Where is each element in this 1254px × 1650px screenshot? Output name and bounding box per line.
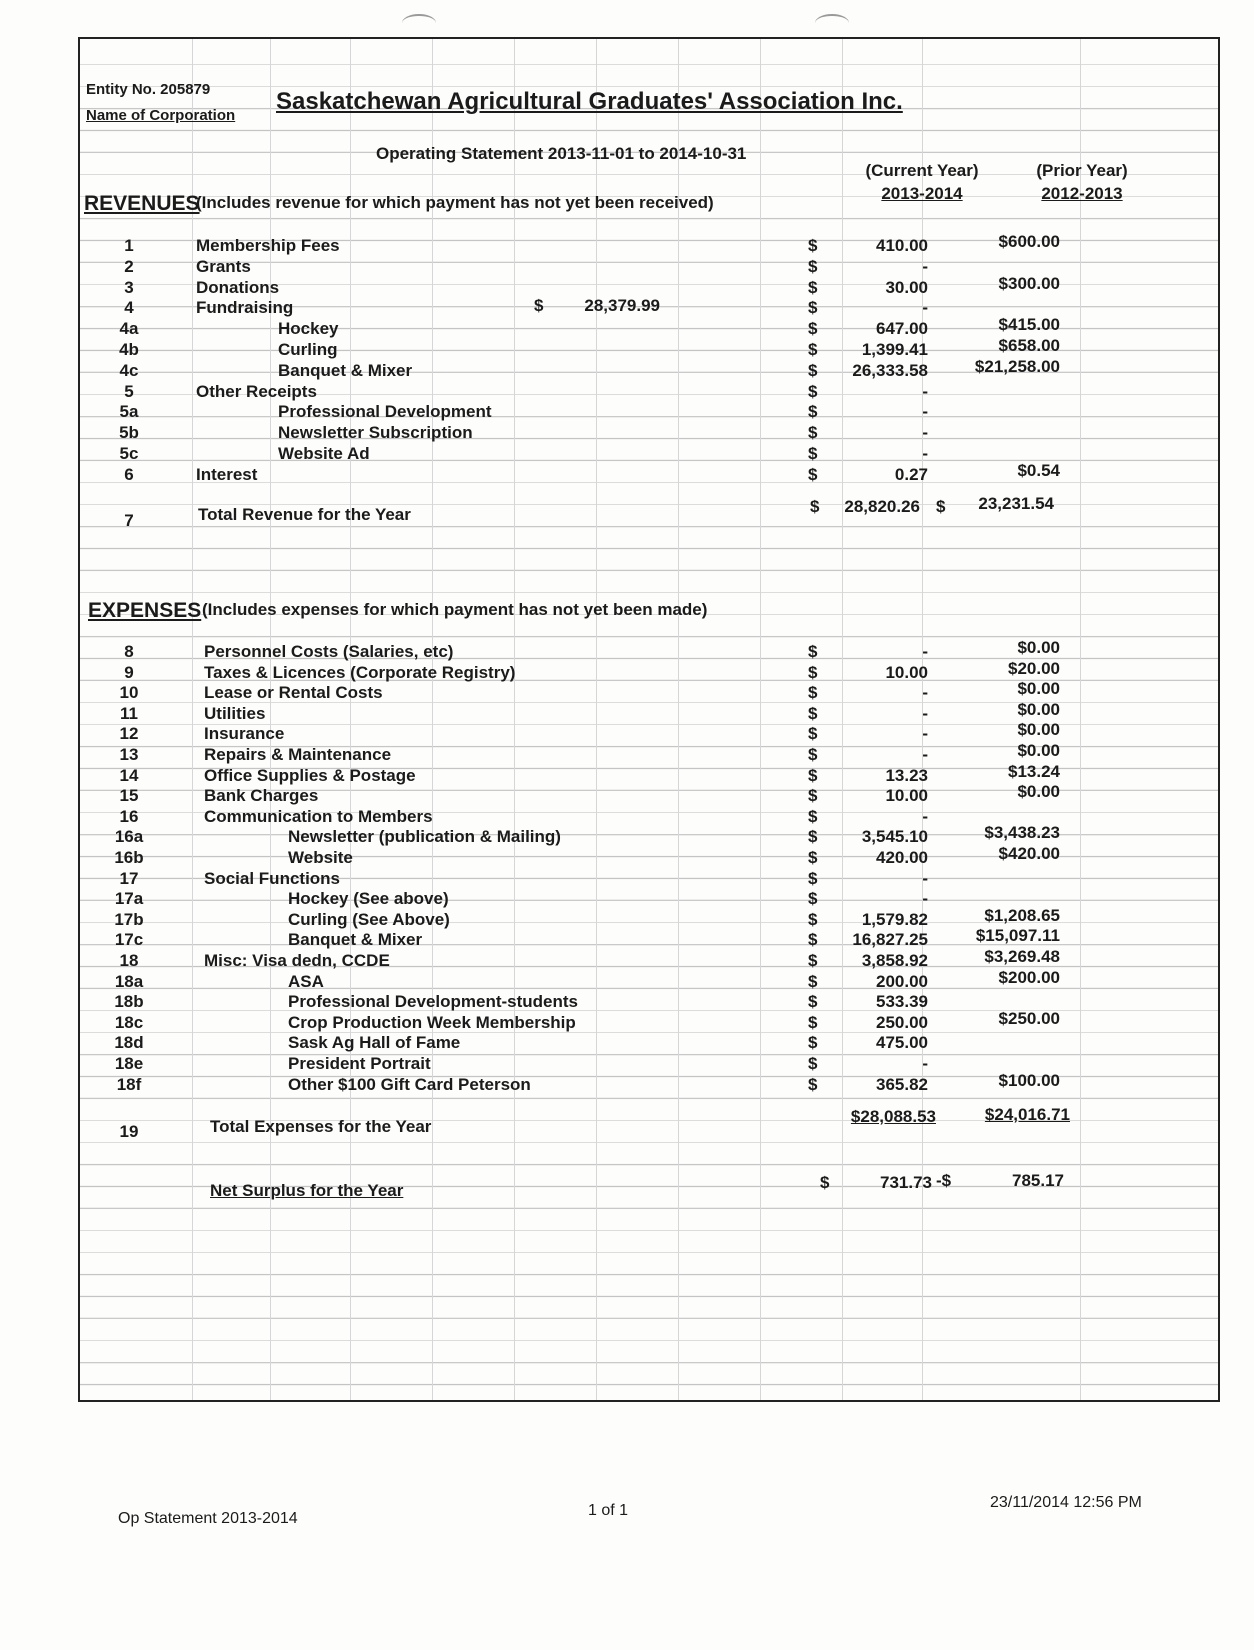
line-number: 17a <box>114 889 144 909</box>
line-label: ASA <box>288 971 324 991</box>
line-label: Curling <box>278 340 338 359</box>
line-number: 4a <box>119 319 139 339</box>
fundraising-subtotal: 28,379.99 <box>584 296 660 315</box>
expenses-note: (Includes expenses for which payment has not yet been made) <box>202 600 708 619</box>
line-number: 12 <box>119 724 139 744</box>
footer-timestamp: 23/11/2014 12:56 PM <box>990 1494 1142 1511</box>
total-expenses-label: Total Expenses for the Year <box>210 1117 432 1136</box>
entity-number: Entity No. 205879 <box>86 81 211 98</box>
dollar-sign: $ <box>810 497 820 516</box>
current-year-amount: 0.27 <box>894 464 928 484</box>
dollar-sign: $ <box>808 848 818 867</box>
line-number: 1 <box>124 236 134 255</box>
corporation-name: Saskatchewan Agricultural Graduates' Association Inc. <box>276 88 903 115</box>
line-number: 16 <box>119 806 139 826</box>
current-year-amount: - <box>922 868 928 888</box>
line-number: 18a <box>114 971 144 991</box>
total-expenses-current: $28,088.53 <box>850 1107 936 1126</box>
line-label: Office Supplies & Postage <box>204 765 416 785</box>
dollar-sign: $ <box>936 497 946 516</box>
current-year-amount: - <box>922 1054 928 1073</box>
line-number: 4b <box>119 340 139 359</box>
prior-year: 2012-2013 <box>1041 184 1123 203</box>
line-number: 14 <box>119 765 139 785</box>
expenses-heading: EXPENSES <box>88 599 202 622</box>
current-year-amount: - <box>922 381 928 401</box>
line-number: 5b <box>119 423 139 443</box>
line-number: 6 <box>124 464 134 484</box>
line-label: Taxes & Licences (Corporate Registry) <box>204 662 516 682</box>
line-number: 17 <box>119 868 139 888</box>
total-revenue-label: Total Revenue for the Year <box>198 505 411 524</box>
line-label: Grants <box>196 256 251 276</box>
net-surplus-prior-prefix: -$ <box>936 1171 952 1190</box>
prior-year-amount: $3,438.23 <box>984 823 1060 843</box>
line-label: Hockey <box>278 319 339 339</box>
current-year-amount: - <box>922 423 928 443</box>
dollar-sign: $ <box>808 340 818 359</box>
line-label: Other $100 Gift Card Peterson <box>288 1074 531 1094</box>
current-year-label: (Current Year) <box>865 161 979 180</box>
current-year-amount: 200.00 <box>876 971 928 991</box>
dollar-sign: $ <box>808 889 818 909</box>
current-year-amount: 1,579.82 <box>861 909 928 929</box>
current-year-amount: 533.39 <box>876 992 928 1012</box>
current-year-amount: - <box>922 683 928 703</box>
dollar-sign: $ <box>808 683 818 703</box>
line-number: 5c <box>119 444 139 463</box>
total-revenue-current: 28,820.26 <box>844 497 920 516</box>
net-surplus-label: Net Surplus for the Year <box>210 1181 404 1200</box>
line-label: Banquet & Mixer <box>278 360 413 380</box>
line-label: Communication to Members <box>204 806 433 826</box>
punch-hole <box>402 14 436 32</box>
dollar-sign: $ <box>820 1173 830 1192</box>
dollar-sign: $ <box>808 360 818 380</box>
line-label: Professional Development-students <box>288 992 579 1012</box>
dollar-sign: $ <box>808 827 818 847</box>
current-year-amount: 420.00 <box>876 848 928 867</box>
current-year-amount: 3,858.92 <box>861 951 928 970</box>
line-label: Newsletter Subscription <box>278 423 473 443</box>
current-year-amount: 16,827.25 <box>852 930 928 950</box>
line-label: Newsletter (publication & Mailing) <box>288 827 561 847</box>
line-number: 18f <box>116 1074 142 1094</box>
line-label: Sask Ag Hall of Fame <box>288 1033 461 1053</box>
current-year-amount: - <box>922 642 928 661</box>
current-year-amount: - <box>922 402 928 422</box>
prior-year-amount: $0.00 <box>1017 638 1060 657</box>
prior-year-amount: $13.24 <box>1008 761 1060 781</box>
dollar-sign: $ <box>808 909 818 929</box>
dollar-sign: $ <box>808 1012 818 1032</box>
line-number: 18d <box>114 1033 144 1053</box>
line-label: Lease or Rental Costs <box>204 683 383 703</box>
total-revenue-prior: 23,231.54 <box>978 494 1054 513</box>
current-year-amount: - <box>922 724 928 744</box>
line-label: Insurance <box>204 724 285 744</box>
current-year-amount: 30.00 <box>885 277 928 297</box>
current-year-amount: 475.00 <box>876 1033 928 1053</box>
dollar-sign: $ <box>808 1074 818 1094</box>
current-year-amount: 3,545.10 <box>861 827 928 847</box>
dollar-sign: $ <box>808 1033 818 1053</box>
prior-year-amount: $1,208.65 <box>984 905 1060 925</box>
line-label: Fundraising <box>196 298 294 318</box>
line-number: 5 <box>124 381 134 401</box>
line-number: 10 <box>119 683 139 703</box>
dollar-sign: $ <box>808 381 818 401</box>
prior-year-amount: $0.00 <box>1017 741 1060 760</box>
line-number: 16b <box>114 848 144 867</box>
current-year-amount: 10.00 <box>885 662 928 682</box>
line-number: 5a <box>119 402 139 422</box>
line-number: 3 <box>124 277 134 297</box>
prior-year-amount: $21,258.00 <box>974 356 1060 376</box>
dollar-sign: $ <box>808 298 818 318</box>
dollar-sign: $ <box>808 236 818 255</box>
current-year-amount: 10.00 <box>885 786 928 806</box>
dollar-sign: $ <box>808 662 818 682</box>
revenues-heading: REVENUES <box>84 192 200 215</box>
line-label: Donations <box>196 277 280 297</box>
line-number: 18b <box>114 992 144 1012</box>
total-expenses-line-number: 19 <box>119 1122 139 1141</box>
current-year-amount: 647.00 <box>876 319 928 339</box>
statement-title: Operating Statement 2013-11-01 to 2014-10-31 <box>376 144 747 163</box>
line-label: Misc: Visa dedn, CCDE <box>204 951 390 970</box>
line-label: Hockey (See above) <box>288 889 449 909</box>
current-year: 2013-2014 <box>881 184 963 203</box>
prior-year-amount: $250.00 <box>998 1008 1060 1028</box>
prior-year-amount: $300.00 <box>998 273 1060 293</box>
dollar-sign: $ <box>808 951 818 970</box>
line-number: 18 <box>119 951 139 970</box>
prior-year-amount: $0.00 <box>1017 679 1060 699</box>
line-label: Website Ad <box>278 444 370 463</box>
line-label: Professional Development <box>278 402 492 422</box>
current-year-amount: 365.82 <box>876 1074 928 1094</box>
line-number: 17b <box>114 909 144 929</box>
line-number: 13 <box>119 745 139 764</box>
prior-year-amount: $0.00 <box>1017 699 1060 719</box>
prior-year-amount: $3,269.48 <box>984 947 1060 966</box>
punch-hole <box>815 14 849 32</box>
line-number: 18e <box>114 1054 144 1073</box>
line-label: Interest <box>196 464 258 484</box>
current-year-amount: - <box>922 444 928 463</box>
line-label: Personnel Costs (Salaries, etc) <box>204 642 454 661</box>
line-number: 15 <box>119 786 139 806</box>
current-year-amount: 1,399.41 <box>861 340 928 359</box>
dollar-sign: $ <box>808 256 818 276</box>
prior-year-amount: $20.00 <box>1008 658 1060 678</box>
prior-year-amount: $200.00 <box>998 967 1060 987</box>
line-label: Repairs & Maintenance <box>204 745 392 764</box>
operating-statement-sheet <box>78 37 1220 1402</box>
prior-year-amount: $600.00 <box>998 232 1060 251</box>
dollar-sign: $ <box>808 786 818 806</box>
dollar-sign: $ <box>808 765 818 785</box>
dollar-sign: $ <box>808 464 818 484</box>
line-label: Social Functions <box>204 868 341 888</box>
revenues-note: (Includes revenue for which payment has not yet been received) <box>196 193 714 212</box>
prior-year-amount: $15,097.11 <box>975 926 1060 946</box>
current-year-amount: 410.00 <box>876 236 928 255</box>
line-number: 11 <box>120 703 138 723</box>
line-number: 4c <box>119 360 139 380</box>
total-revenue-line-number: 7 <box>124 511 134 530</box>
line-number: 9 <box>124 662 134 682</box>
prior-year-amount: $0.00 <box>1017 782 1060 802</box>
current-year-amount: - <box>922 745 928 764</box>
prior-year-amount: $658.00 <box>998 336 1060 355</box>
dollar-sign: $ <box>808 444 818 463</box>
line-label: Banquet & Mixer <box>288 930 423 950</box>
dollar-sign: $ <box>808 423 818 443</box>
prior-year-amount: $0.00 <box>1017 720 1060 740</box>
dollar-sign: $ <box>808 868 818 888</box>
line-label: Website <box>288 848 353 867</box>
line-label: Curling (See Above) <box>288 909 450 929</box>
total-expenses-prior: $24,016.71 <box>984 1105 1070 1124</box>
line-label: Other Receipts <box>196 381 317 401</box>
prior-year-amount: $420.00 <box>998 844 1060 863</box>
line-label: Crop Production Week Membership <box>288 1012 576 1032</box>
dollar-sign: $ <box>808 703 818 723</box>
prior-year-amount: $100.00 <box>998 1070 1060 1090</box>
line-number: 2 <box>124 256 134 276</box>
current-year-amount: 250.00 <box>876 1012 928 1032</box>
footer-page-number: 1 of 1 <box>588 1502 629 1519</box>
prior-year-label: (Prior Year) <box>1036 161 1128 180</box>
dollar-sign: $ <box>808 745 818 764</box>
dollar-sign: $ <box>808 277 818 297</box>
current-year-amount: - <box>922 703 928 723</box>
line-number: 18c <box>114 1012 144 1032</box>
footer-document-name: Op Statement 2013-2014 <box>118 1510 298 1527</box>
dollar-sign: $ <box>808 1054 818 1073</box>
current-year-amount: 13.23 <box>885 765 928 785</box>
line-label: President Portrait <box>288 1054 431 1073</box>
current-year-amount: 26,333.58 <box>852 360 928 380</box>
current-year-amount: - <box>922 256 928 276</box>
line-number: 16a <box>114 827 144 847</box>
line-number: 17c <box>114 930 144 950</box>
line-number: 4 <box>124 298 134 318</box>
line-number: 8 <box>124 642 134 661</box>
dollar-sign: $ <box>808 319 818 339</box>
dollar-sign: $ <box>808 724 818 744</box>
dollar-sign: $ <box>808 971 818 991</box>
dollar-sign: $ <box>808 642 818 661</box>
net-surplus-current: 731.73 <box>880 1173 932 1192</box>
prior-year-amount: $0.54 <box>1017 460 1060 480</box>
dollar-sign: $ <box>808 930 818 950</box>
fundraising-subtotal-dollar: $ <box>534 296 544 315</box>
line-label: Bank Charges <box>204 786 319 806</box>
dollar-sign: $ <box>808 992 818 1012</box>
net-surplus-prior: 785.17 <box>1012 1171 1064 1190</box>
current-year-amount: - <box>922 806 928 826</box>
current-year-amount: - <box>922 298 928 318</box>
current-year-amount: - <box>922 889 928 909</box>
corporation-name-label: Name of Corporation <box>86 107 236 124</box>
dollar-sign: $ <box>808 806 818 826</box>
dollar-sign: $ <box>808 402 818 422</box>
line-label: Utilities <box>204 703 266 723</box>
prior-year-amount: $415.00 <box>998 315 1060 335</box>
line-label: Membership Fees <box>196 236 340 255</box>
